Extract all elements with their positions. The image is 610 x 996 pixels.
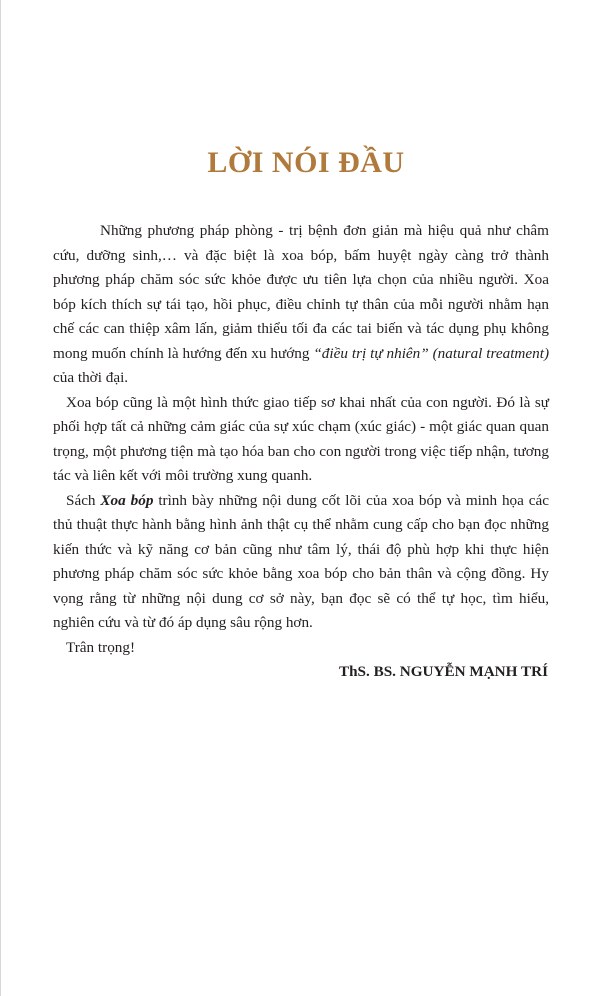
paragraph-3-text-b: trình bày những nội dung cốt lõi của xoa bóp và minh họa các thủ thuật thực hành bằng hình ảnh thật cụ thể nhằm cung cấp cho bạn đọc những kiến thức và kỹ năng cơ bản cũng như tâm lý, thái độ phù hợp khi thực hiện phương pháp chăm sóc sức khỏe bằng xoa bóp cho bản thân và cộng đồng. Hy vọng rằng từ những nội dung cơ sở này, bạn đọc sẽ có thể tự học, tìm hiểu, nghiên cứu và từ đó áp dụng sâu rộng hơn. (53, 491, 549, 631)
book-title-emphasis: Xoa bóp (100, 491, 154, 509)
greeting: Trân trọng! (66, 638, 136, 656)
paragraph-3 (53, 489, 549, 636)
paragraph-1-italic-term: “điều trị tự nhiên” (313, 344, 429, 362)
preface-body (53, 219, 549, 660)
paragraph-1 (53, 219, 549, 391)
paragraph-2: Xoa bóp cũng là một hình thức giao tiếp sơ khai nhất của con người. Đó là sự phối hợp tất cả những cảm giác của sự xúc chạm (xúc giác) - một giác quan quan trọng, một phương tiện mà tạo hóa ban cho con người trong việc tiếp nhận, tương tác và liên kết với môi trường xung quanh. (53, 393, 549, 484)
author-signature: ThS. BS. NGUYỄN MẠNH TRÍ (338, 663, 548, 680)
paragraph-1-italic-english: (natural treatment) (428, 344, 549, 362)
page-title: LỜI NÓI ĐẦU (207, 146, 405, 179)
paragraph-1-text-b: của thời đại. (53, 369, 129, 386)
paragraph-1-text-a: Những phương pháp phòng - trị bệnh đơn giản mà hiệu quả như châm cứu, dưỡng sinh,… và đặc biệt là xoa bóp, bấm huyệt ngày càng trở thành phương pháp chăm sóc sức khỏe được ưu tiên lựa chọn của nhiều người. Xoa bóp kích thích sự tái tạo, hồi phục, điều chỉnh tự thân của mỗi người nhằm hạn chế các can thiệp xâm lấn, giảm thiểu tối đa các tai biến và tác dụng phụ không mong muốn chính là hướng đến xu hướng (53, 222, 549, 362)
paragraph-3-text-a: Sách (66, 491, 101, 509)
